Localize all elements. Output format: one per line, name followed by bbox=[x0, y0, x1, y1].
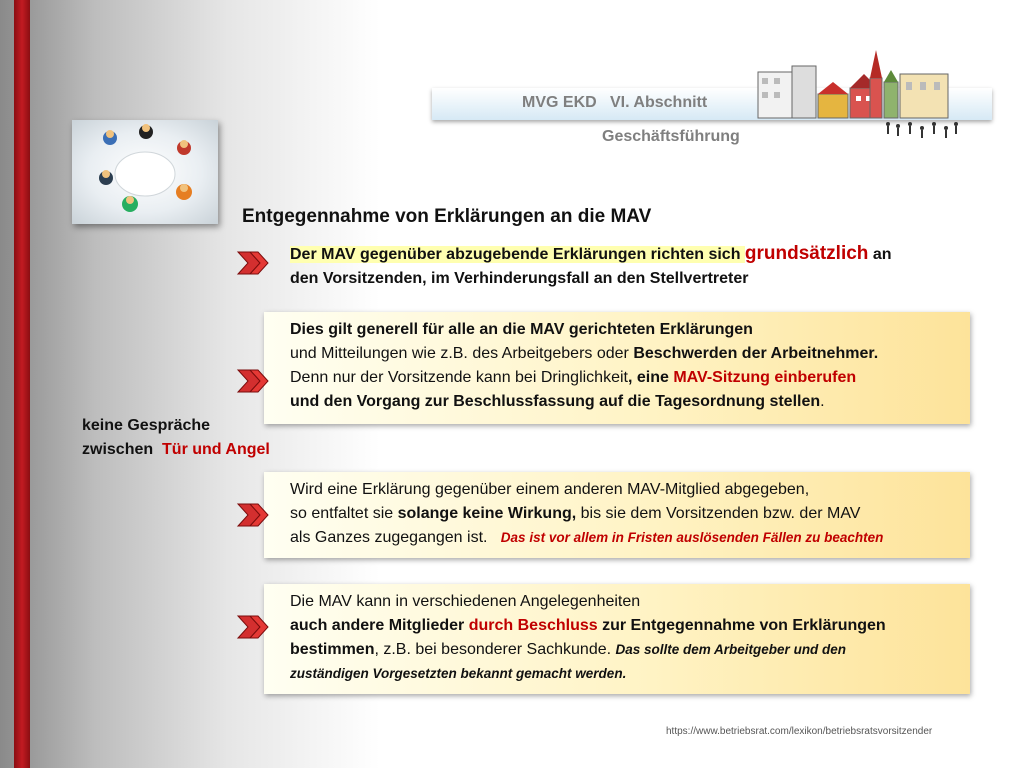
paragraph-line bbox=[290, 390, 960, 414]
side-note bbox=[82, 414, 270, 462]
side-note-line: keine Gespräche bbox=[82, 417, 211, 434]
paragraph-line: Wird eine Erklärung gegenüber einem anderen MAV-Mitglied abgegeben, bbox=[290, 481, 810, 498]
double-chevron-right-icon bbox=[236, 368, 272, 394]
text-segment: solange keine Wirkung, bbox=[397, 505, 577, 522]
paragraph-line bbox=[290, 614, 960, 638]
paragraph-line: den Vorsitzenden, im Verhinderungsfall an den Stellvertreter bbox=[290, 270, 749, 287]
text-segment: bis sie dem Vorsitzenden bzw. der MAV bbox=[576, 505, 861, 522]
paragraph-line bbox=[290, 502, 960, 526]
text-segment: bestimmen bbox=[290, 641, 375, 658]
header-title: MVG EKD VI. Abschnitt bbox=[522, 94, 708, 111]
emphasis-text: Tür und Angel bbox=[162, 441, 270, 458]
text-segment: . bbox=[820, 393, 825, 410]
emphasis-text: grundsätzlich bbox=[744, 243, 869, 264]
text-segment: , z.B. bei besonderer Sachkunde. bbox=[374, 641, 616, 658]
note-text: zuständigen Vorgesetzten bekannt gemacht werden. bbox=[290, 666, 627, 681]
text-segment: und Mitteilungen wie z.B. des Arbeitgebers oder bbox=[290, 345, 634, 362]
text-segment: Denn nur der Vorsitzende kann bei Dringlichkeit bbox=[290, 369, 628, 386]
double-chevron-right-icon bbox=[236, 614, 272, 640]
side-note-line bbox=[82, 438, 270, 462]
text-segment: Beschwerden der Arbeitnehmer. bbox=[633, 345, 879, 362]
paragraph-addressee bbox=[290, 242, 950, 291]
paragraph-line bbox=[290, 366, 960, 390]
emphasis-text: durch Beschluss bbox=[468, 617, 598, 634]
paragraph-line bbox=[290, 526, 960, 550]
paragraph-line bbox=[290, 638, 960, 662]
paragraph-line bbox=[290, 342, 960, 366]
text-segment: , eine bbox=[627, 369, 674, 386]
text-segment: so entfaltet sie bbox=[290, 505, 398, 522]
town-skyline-illustration bbox=[738, 44, 968, 144]
text-segment: zur Entgegennahme von Erklärungen bbox=[597, 617, 886, 634]
double-chevron-right-icon bbox=[236, 250, 272, 276]
note-text: Das sollte dem Arbeitgeber und den bbox=[615, 642, 847, 657]
emphasis-text: MAV-Sitzung einberufen bbox=[673, 369, 857, 386]
box1-text bbox=[290, 318, 960, 414]
paragraph-line bbox=[290, 242, 950, 267]
text-segment: an bbox=[868, 246, 892, 263]
double-chevron-right-icon bbox=[236, 502, 272, 528]
main-heading: Entgegennahme von Erklärungen an die MAV bbox=[242, 206, 652, 227]
note-text: Das ist vor allem in Fristen auslösenden Fällen zu beachten bbox=[500, 530, 884, 545]
left-red-bar bbox=[14, 0, 30, 768]
source-url: https://www.betriebsrat.com/lexikon/betriebsratsvorsitzender bbox=[666, 726, 933, 737]
paragraph-line: Dies gilt generell für alle an die MAV gerichteten Erklärungen bbox=[290, 321, 753, 338]
text-segment: zwischen bbox=[82, 441, 163, 458]
text-segment: auch andere Mitglieder bbox=[290, 617, 469, 634]
text-segment: Der MAV gegenüber abzugebende Erklärungen richten sich bbox=[290, 246, 745, 263]
paragraph-line: Die MAV kann in verschiedenen Angelegenheiten bbox=[290, 593, 641, 610]
text-segment: und den Vorgang zur Beschlussfassung auf die Tagesordnung stellen bbox=[290, 393, 821, 410]
figures-round-table-photo bbox=[72, 120, 218, 224]
box2-text bbox=[290, 478, 960, 550]
box3-text bbox=[290, 590, 960, 686]
header-subtitle: Geschäftsführung bbox=[602, 128, 740, 145]
text-segment: als Ganzes zugegangen ist. bbox=[290, 529, 501, 546]
